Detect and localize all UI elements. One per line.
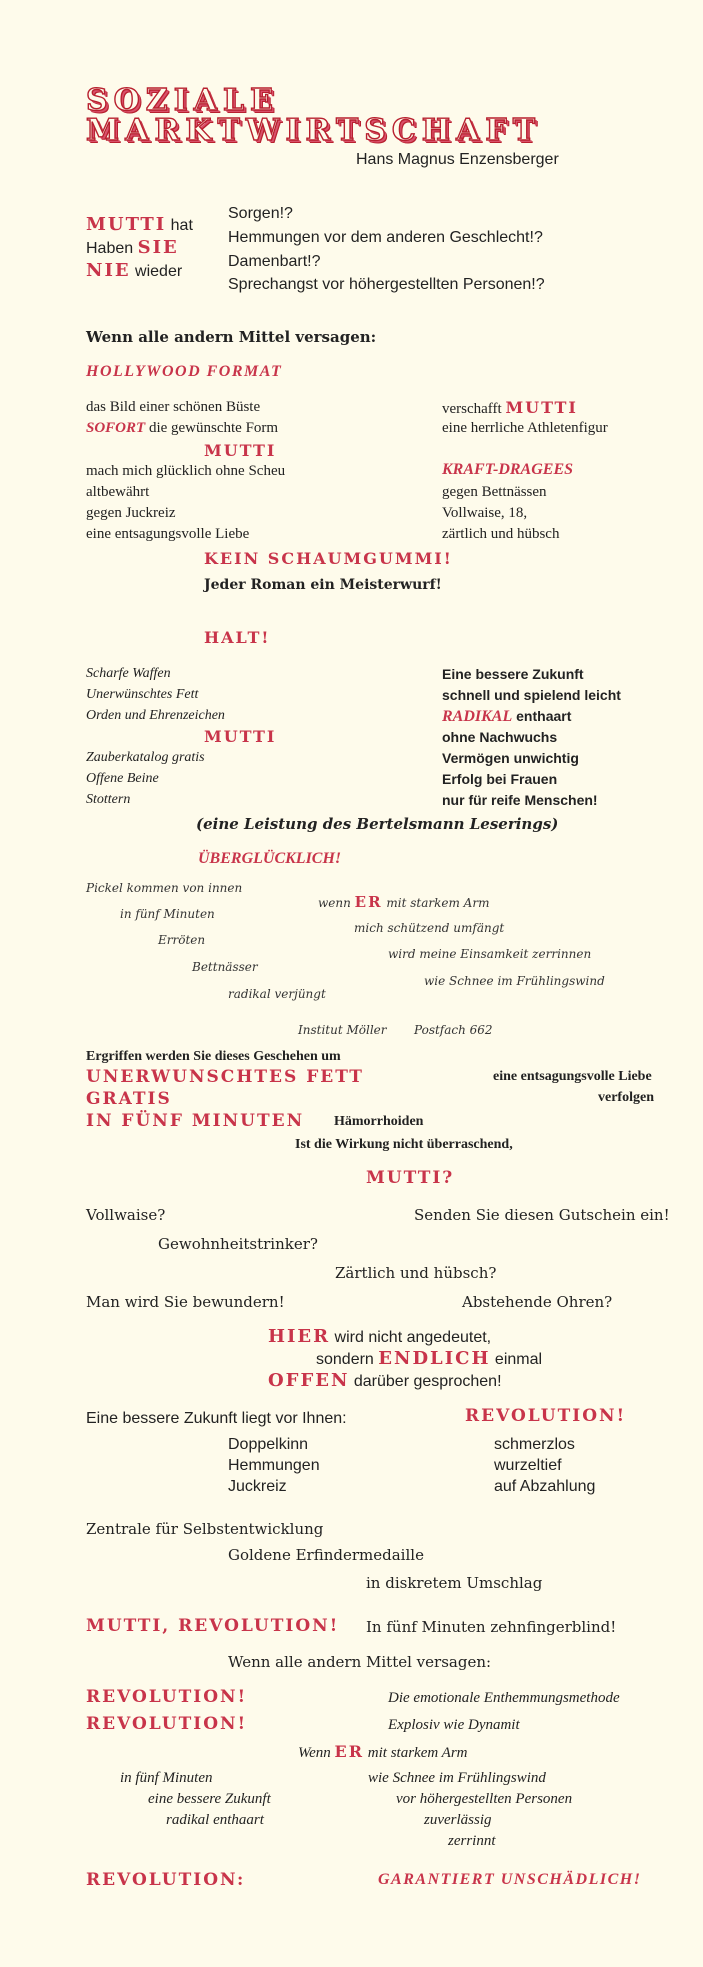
s9-g3: zuverlässig	[424, 1812, 492, 1828]
s2-l2: Unerwünschtes Fett	[86, 687, 199, 702]
s3-w4: wie Schnee im Frühlingswind	[424, 974, 605, 988]
s9-f1: in fünf Minuten	[120, 1770, 213, 1786]
kraft-dragees: KRAFT-DRAGEES	[442, 461, 574, 478]
s1-l6: gegen Juckreiz	[86, 505, 176, 521]
zaertlich: Zärtlich und hübsch?	[335, 1264, 497, 1282]
haemorrhoiden: Hämorrhoiden	[334, 1114, 424, 1129]
in-fuenf-minuten: IN FÜNF MINUTEN	[86, 1111, 305, 1131]
s6-l1: HIER wird nicht angedeutet,	[268, 1326, 492, 1347]
revolution-2: REVOLUTION!	[86, 1687, 248, 1707]
postfach: Postfach 662	[414, 1023, 493, 1037]
zehnfinger: In fünf Minuten zehnfingerblind!	[366, 1618, 617, 1636]
schmerzlos: schmerzlos	[494, 1436, 575, 1453]
s2-r2: schnell und spielend leicht	[442, 687, 621, 703]
s1-r4: gegen Bettnässen	[442, 484, 547, 500]
zentrale: Zentrale für Selbstentwicklung	[86, 1520, 324, 1538]
s6-l2: sondern ENDLICH einmal	[316, 1348, 543, 1369]
s3-h5: radikal verjüngt	[228, 987, 326, 1001]
s2-l5: Zauberkatalog gratis	[86, 750, 205, 765]
goldene: Goldene Erfindermedaille	[228, 1546, 424, 1564]
s1-l7: eine entsagungsvolle Liebe	[86, 526, 250, 542]
s3-w2: mich schützend umfängt	[354, 921, 505, 935]
s1-l5: altbewährt	[86, 484, 150, 500]
ueberglucklich: ÜBERGLÜCKLICH!	[198, 850, 342, 867]
kein-schaumgummi: KEIN SCHAUMGUMMI!	[204, 549, 453, 568]
revolution-1: REVOLUTION!	[465, 1406, 627, 1426]
abstehende: Abstehende Ohren?	[462, 1293, 613, 1311]
s2-r5: Vermögen unwichtig	[442, 750, 579, 766]
wenn-er: Wenn ER mit starkem Arm	[298, 1742, 468, 1761]
senden: Senden Sie diesen Gutschein ein!	[414, 1206, 670, 1224]
s3-w1: wenn ER mit starkem Arm	[318, 893, 490, 911]
mutti-revolution: MUTTI, REVOLUTION!	[86, 1616, 340, 1636]
wirkung: Ist die Wirkung nicht überraschend,	[295, 1137, 513, 1152]
entsagungsvolle: eine entsagungsvolle Liebe	[493, 1069, 652, 1084]
s2-r1: Eine bessere Zukunft	[442, 666, 584, 682]
intro-l3: NIE wieder	[86, 260, 183, 281]
ergriffen: Ergriffen werden Sie dieses Geschehen um	[86, 1049, 341, 1064]
vollwaise: Vollwaise?	[86, 1206, 166, 1224]
gewohnheitstrinker: Gewohnheitstrinker?	[158, 1235, 318, 1253]
s1-r6: zärtlich und hübsch	[442, 526, 560, 542]
garantiert: GARANTIERT UNSCHÄDLICH!	[378, 1871, 642, 1888]
s2-r4: ohne Nachwuchs	[442, 729, 558, 745]
s2-l3: Orden und Ehrenzeichen	[86, 708, 225, 723]
s2-r6: Erfolg bei Frauen	[442, 771, 558, 787]
abzahlung: auf Abzahlung	[494, 1478, 596, 1495]
s1-l2: SOFORT die gewünschte Form	[86, 420, 279, 436]
intro-r4: Sprechangst vor höhergestellten Personen!?	[228, 276, 545, 293]
diskret: in diskretem Umschlag	[366, 1574, 543, 1592]
s3-h4: Bettnässer	[192, 960, 258, 974]
bewundern: Man wird Sie bewundern!	[86, 1293, 285, 1311]
title-line-2: MARKTWIRTSCHAFT	[86, 113, 542, 148]
verfolgen: verfolgen	[598, 1090, 654, 1105]
s2-l6: Offene Beine	[86, 771, 159, 786]
s9-g1: wie Schnee im Frühlingswind	[368, 1770, 546, 1786]
intro-l1: MUTTI hat	[86, 214, 193, 235]
s9-g2: vor höhergestellten Personen	[396, 1791, 573, 1807]
gratis: GRATIS	[86, 1089, 172, 1109]
revolution-end: REVOLUTION:	[86, 1870, 246, 1890]
explosiv: Explosiv wie Dynamit	[388, 1717, 520, 1733]
s6-l3: OFFEN darüber gesprochen!	[268, 1370, 502, 1391]
s2-l1: Scharfe Waffen	[86, 666, 171, 681]
s1-mutti: MUTTI	[204, 441, 277, 460]
institut: Institut Möller	[298, 1023, 387, 1037]
mutti-question: MUTTI?	[366, 1168, 455, 1188]
author: Hans Magnus Enzensberger	[356, 151, 559, 168]
s1-heading: Wenn alle andern Mittel versagen:	[86, 328, 377, 346]
s1-r5: Vollwaise, 18,	[442, 505, 528, 521]
s1-r1: verschafft MUTTI	[442, 398, 578, 417]
s1-l4: mach mich glücklich ohne Scheu	[86, 463, 286, 479]
zukunft: Eine bessere Zukunft liegt vor Ihnen:	[86, 1410, 347, 1427]
s2-r7: nur für reife Menschen!	[442, 792, 598, 808]
s9-f3: radikal enthaart	[166, 1812, 264, 1828]
hemmungen: Hemmungen	[228, 1457, 320, 1474]
emotionale: Die emotionale Enthemmungsmethode	[388, 1690, 620, 1706]
halt: HALT!	[204, 628, 271, 647]
doppelkinn: Doppelkinn	[228, 1436, 309, 1453]
unerwunschtes-fett: UNERWUNSCHTES FETT	[86, 1067, 364, 1087]
s2-mutti: MUTTI	[204, 727, 277, 746]
s3-h1: Pickel kommen von innen	[86, 881, 243, 895]
wurzeltief: wurzeltief	[494, 1457, 562, 1474]
s3-h2: in fünf Minuten	[120, 907, 215, 921]
s1-r2: eine herrliche Athletenfigur	[442, 420, 608, 436]
title-line-1: SOZIALE	[86, 83, 279, 118]
hollywood: HOLLYWOOD FORMAT	[86, 363, 283, 380]
s9-g4: zerrinnt	[448, 1833, 496, 1849]
s2-r3: RADIKAL enthaart	[442, 708, 572, 725]
leistung: (eine Leistung des Bertelsmann Leserings)	[196, 815, 559, 833]
jeder-roman: Jeder Roman ein Meisterwurf!	[204, 577, 442, 593]
wenn-alle: Wenn alle andern Mittel versagen:	[228, 1653, 492, 1671]
s9-f2: eine bessere Zukunft	[148, 1791, 271, 1807]
s2-l7: Stottern	[86, 792, 131, 807]
s1-l1: das Bild einer schönen Büste	[86, 399, 261, 415]
s3-w3: wird meine Einsamkeit zerrinnen	[388, 947, 592, 961]
s3-h3: Erröten	[158, 933, 206, 947]
intro-r2: Hemmungen vor dem anderen Geschlecht!?	[228, 229, 543, 246]
revolution-3: REVOLUTION!	[86, 1714, 248, 1734]
intro-l2: Haben SIE	[86, 237, 179, 258]
intro-r3: Damenbart!?	[228, 253, 321, 270]
juckreiz: Juckreiz	[228, 1478, 287, 1495]
intro-r1: Sorgen!?	[228, 205, 293, 222]
